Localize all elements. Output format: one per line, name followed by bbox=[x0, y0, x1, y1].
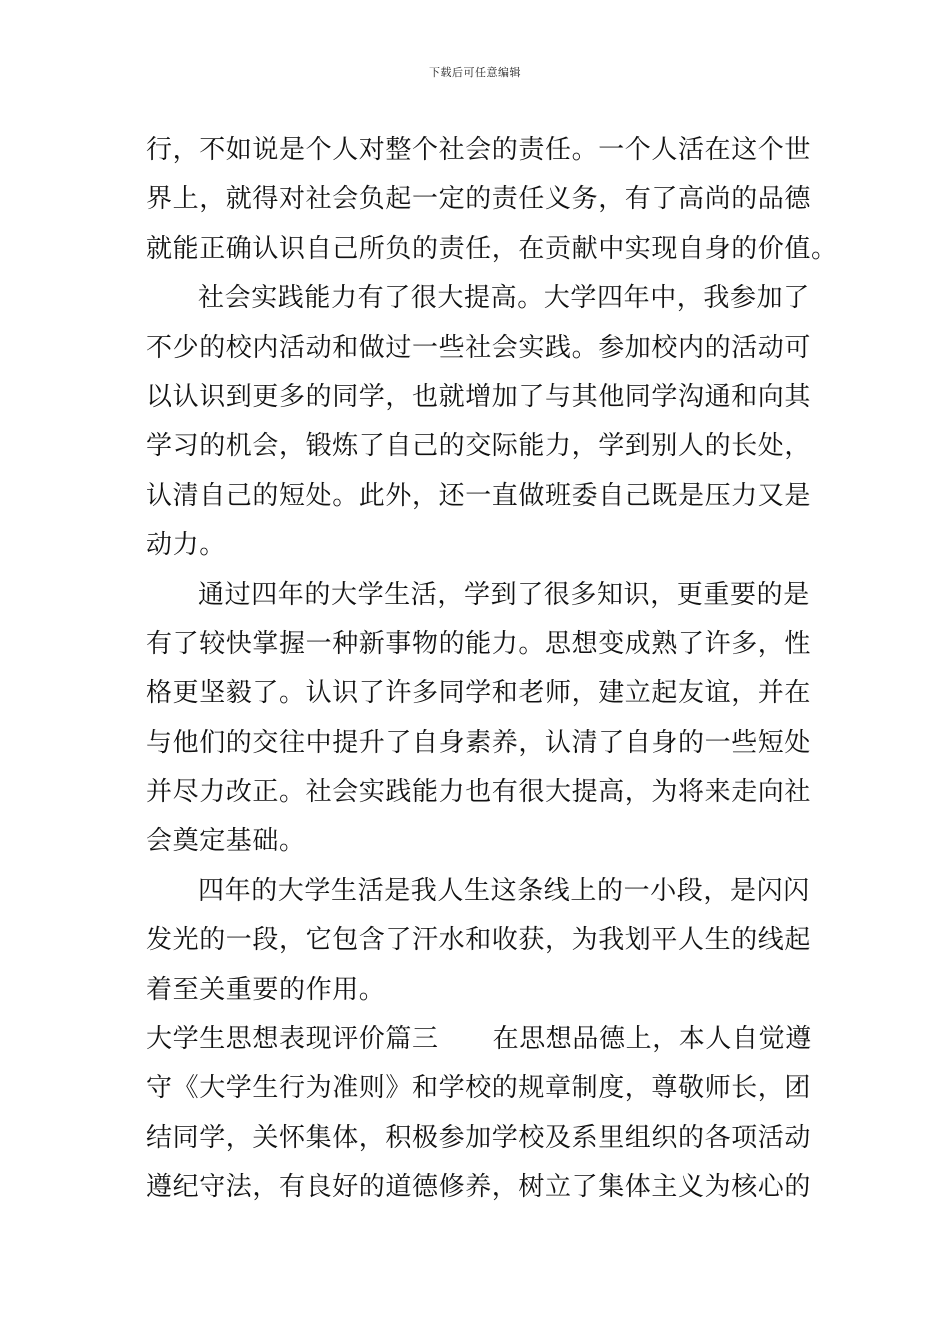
text-line: 遵纪守法，有良好的道德修养，树立了集体主义为核心的 bbox=[146, 1172, 812, 1203]
section-first-line: 在思想品德上，本人自觉遵 bbox=[492, 1024, 812, 1055]
text-line: 守《大学生行为准则》和学校的规章制度，尊敬师长，团 bbox=[146, 1073, 812, 1104]
text-line: 不少的校内活动和做过一些社会实践。参加校内的活动可 bbox=[146, 332, 812, 363]
paragraph-start-line: 社会实践能力有了很大提高。大学四年中，我参加了 bbox=[198, 283, 810, 314]
document-body bbox=[146, 126, 838, 1213]
text-line: 结同学，关怀集体，积极参加学校及系里组织的各项活动 bbox=[146, 1122, 812, 1153]
text-line: 并尽力改正。社会实践能力也有很大提高，为将来走向社 bbox=[146, 777, 812, 808]
text-line: 界上，就得对社会负起一定的责任义务，有了高尚的品德 bbox=[146, 184, 812, 215]
text-line: 以认识到更多的同学，也就增加了与其他同学沟通和向其 bbox=[146, 381, 812, 412]
text-line: 格更坚毅了。认识了许多同学和老师，建立起友谊，并在 bbox=[146, 678, 812, 709]
text-line: 着至关重要的作用。 bbox=[146, 974, 386, 1005]
text-line: 会奠定基础。 bbox=[146, 826, 306, 857]
text-line: 动力。 bbox=[146, 530, 226, 561]
section-heading-line bbox=[146, 1015, 810, 1064]
page-header: 下载后可任意编辑 bbox=[429, 66, 521, 79]
text-line: 行，不如说是个人对整个社会的责任。一个人活在这个世 bbox=[146, 135, 812, 165]
text-line: 就能正确认识自己所负的责任，在贡献中实现自身的价值。 bbox=[146, 233, 838, 264]
text-line: 有了较快掌握一种新事物的能力。思想变成熟了许多，性 bbox=[146, 628, 812, 659]
text-line: 与他们的交往中提升了自身素养，认清了自身的一些短处 bbox=[146, 727, 812, 758]
text-line: 认清自己的短处。此外，还一直做班委自己既是压力又是 bbox=[146, 480, 812, 511]
text-line: 学习的机会，锻炼了自己的交际能力，学到别人的长处， bbox=[146, 431, 812, 462]
text-line: 发光的一段，它包含了汗水和收获，为我划平人生的线起 bbox=[146, 925, 812, 956]
section-title: 大学生思想表现评价篇三 bbox=[146, 1024, 439, 1055]
paragraph-start-line: 通过四年的大学生活，学到了很多知识，更重要的是 bbox=[198, 579, 810, 610]
paragraph-start-line: 四年的大学生活是我人生这条线上的一小段，是闪闪 bbox=[198, 875, 810, 906]
